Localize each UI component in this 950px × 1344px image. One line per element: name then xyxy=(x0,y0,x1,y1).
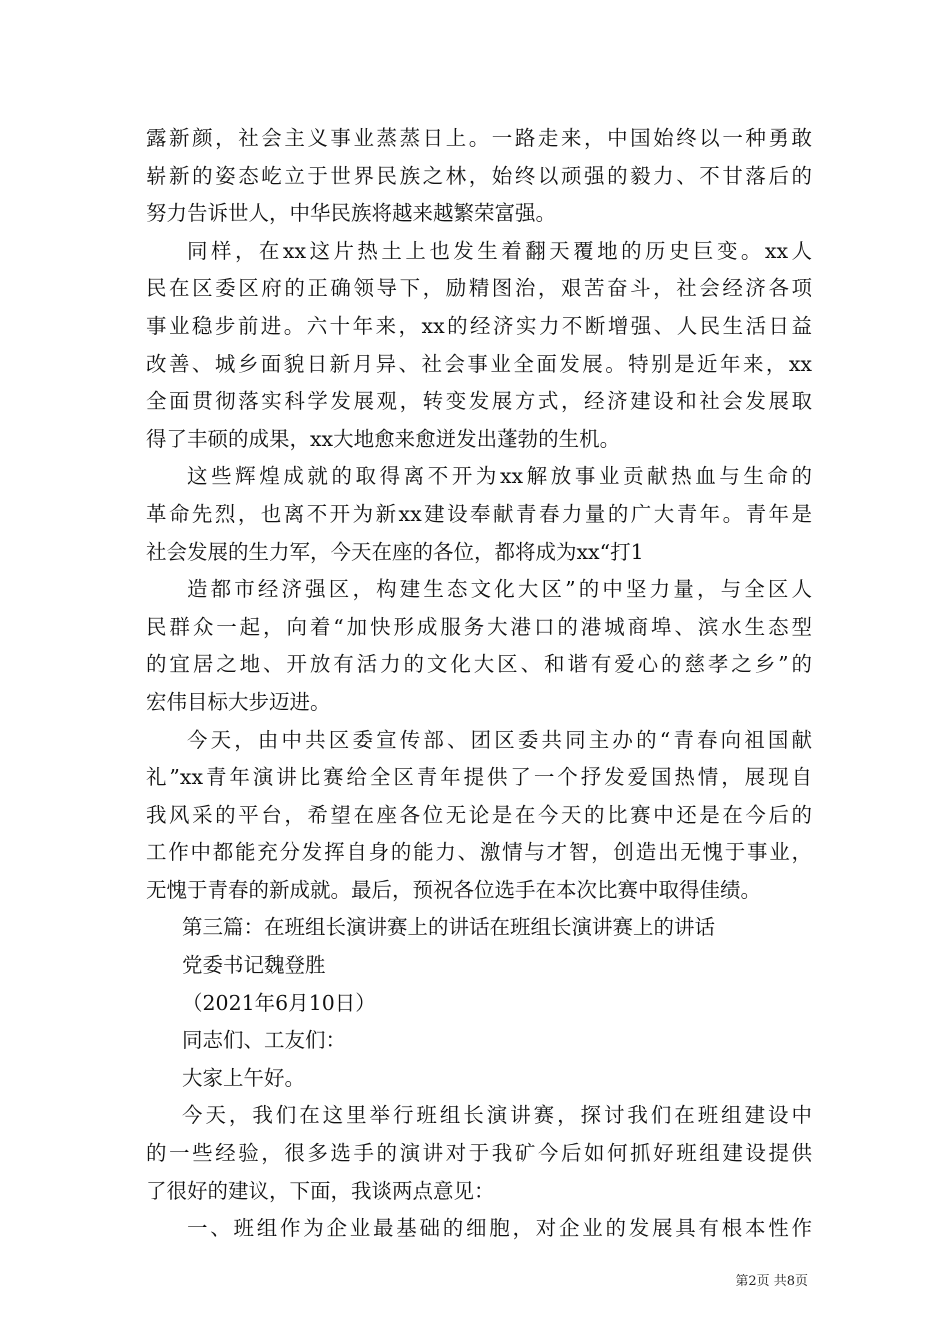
speech-date: （2021年6月10日） xyxy=(182,990,376,1015)
text-line: 改善、城乡面貌日新月异、社会事业全面发展。特别是近年来，xx xyxy=(146,351,812,376)
text-line: 无愧于青春的新成就。最后，预祝各位选手在本次比赛中取得佳绩。 xyxy=(146,877,761,902)
text-line: 的一些经验，很多选手的演讲对于我矿今后如何抓好班组建设提供 xyxy=(146,1141,812,1166)
text-line: 宏伟目标大步迈进。 xyxy=(146,689,331,714)
text-line: 了很好的建议，下面，我谈两点意见： xyxy=(146,1178,495,1203)
text-line: 礼”xx青年演讲比赛给全区青年提供了一个抒发爱国热情，展现自 xyxy=(146,765,812,790)
text-line: 努力告诉世人，中华民族将越来越繁荣富强。 xyxy=(146,201,556,226)
text-line: 露新颜，社会主义事业蒸蒸日上。一路走来，中国始终以一种勇敢 xyxy=(146,126,812,150)
page-number: 第2页 共8页 xyxy=(735,1274,808,1289)
speaker-name: 党委书记魏登胜 xyxy=(182,953,326,978)
text-line: 今天，我们在这里举行班组长演讲赛，探讨我们在班组建设中 xyxy=(182,1103,812,1128)
text-line: 的宜居之地、开放有活力的文化大区、和谐有爱心的慈孝之乡”的 xyxy=(146,652,812,677)
text-line: 民在区委区府的正确领导下，励精图治，艰苦奋斗，社会经济各项 xyxy=(146,276,812,301)
text-line: 今天，由中共区委宣传部、团区委共同主办的“青春向祖国献 xyxy=(187,727,812,752)
greeting: 同志们、工友们： xyxy=(182,1028,346,1053)
text-line: 社会发展的生力军，今天在座的各位，都将成为xx“打1 xyxy=(146,539,644,564)
text-line: 革命先烈，也离不开为新xx建设奉献青春力量的广大青年。青年是 xyxy=(146,501,812,526)
greeting: 大家上午好。 xyxy=(182,1065,305,1090)
text-line: 工作中都能充分发挥自身的能力、激情与才智，创造出无愧于事业， xyxy=(146,840,812,865)
text-line: 崭新的姿态屹立于世界民族之林，始终以顽强的毅力、不甘落后的 xyxy=(146,163,812,188)
text-line: 这些辉煌成就的取得离不开为xx解放事业贡献热血与生命的 xyxy=(187,464,812,489)
text-line: 一、班组作为企业最基础的细胞，对企业的发展具有根本性作 xyxy=(187,1216,812,1241)
text-line: 造都市经济强区，构建生态文化大区”的中坚力量，与全区人 xyxy=(187,577,812,602)
text-line: 全面贯彻落实科学发展观，转变发展方式，经济建设和社会发展取 xyxy=(146,389,812,414)
document-body xyxy=(146,120,812,1248)
text-line: 民群众一起，向着“加快形成服务大港口的港城商埠、滨水生态型 xyxy=(146,614,812,639)
section-heading: 第三篇：在班组长演讲赛上的讲话在班组长演讲赛上的讲话 xyxy=(182,915,715,940)
text-line: 我风采的平台，希望在座各位无论是在今天的比赛中还是在今后的 xyxy=(146,802,812,827)
text-line: 同样，在xx这片热土上也发生着翻天覆地的历史巨变。xx人 xyxy=(187,238,812,263)
text-line: 得了丰硕的成果，xx大地愈来愈迸发出蓬勃的生机。 xyxy=(146,426,621,451)
text-line: 事业稳步前进。六十年来，xx的经济实力不断增强、人民生活日益 xyxy=(146,313,812,338)
